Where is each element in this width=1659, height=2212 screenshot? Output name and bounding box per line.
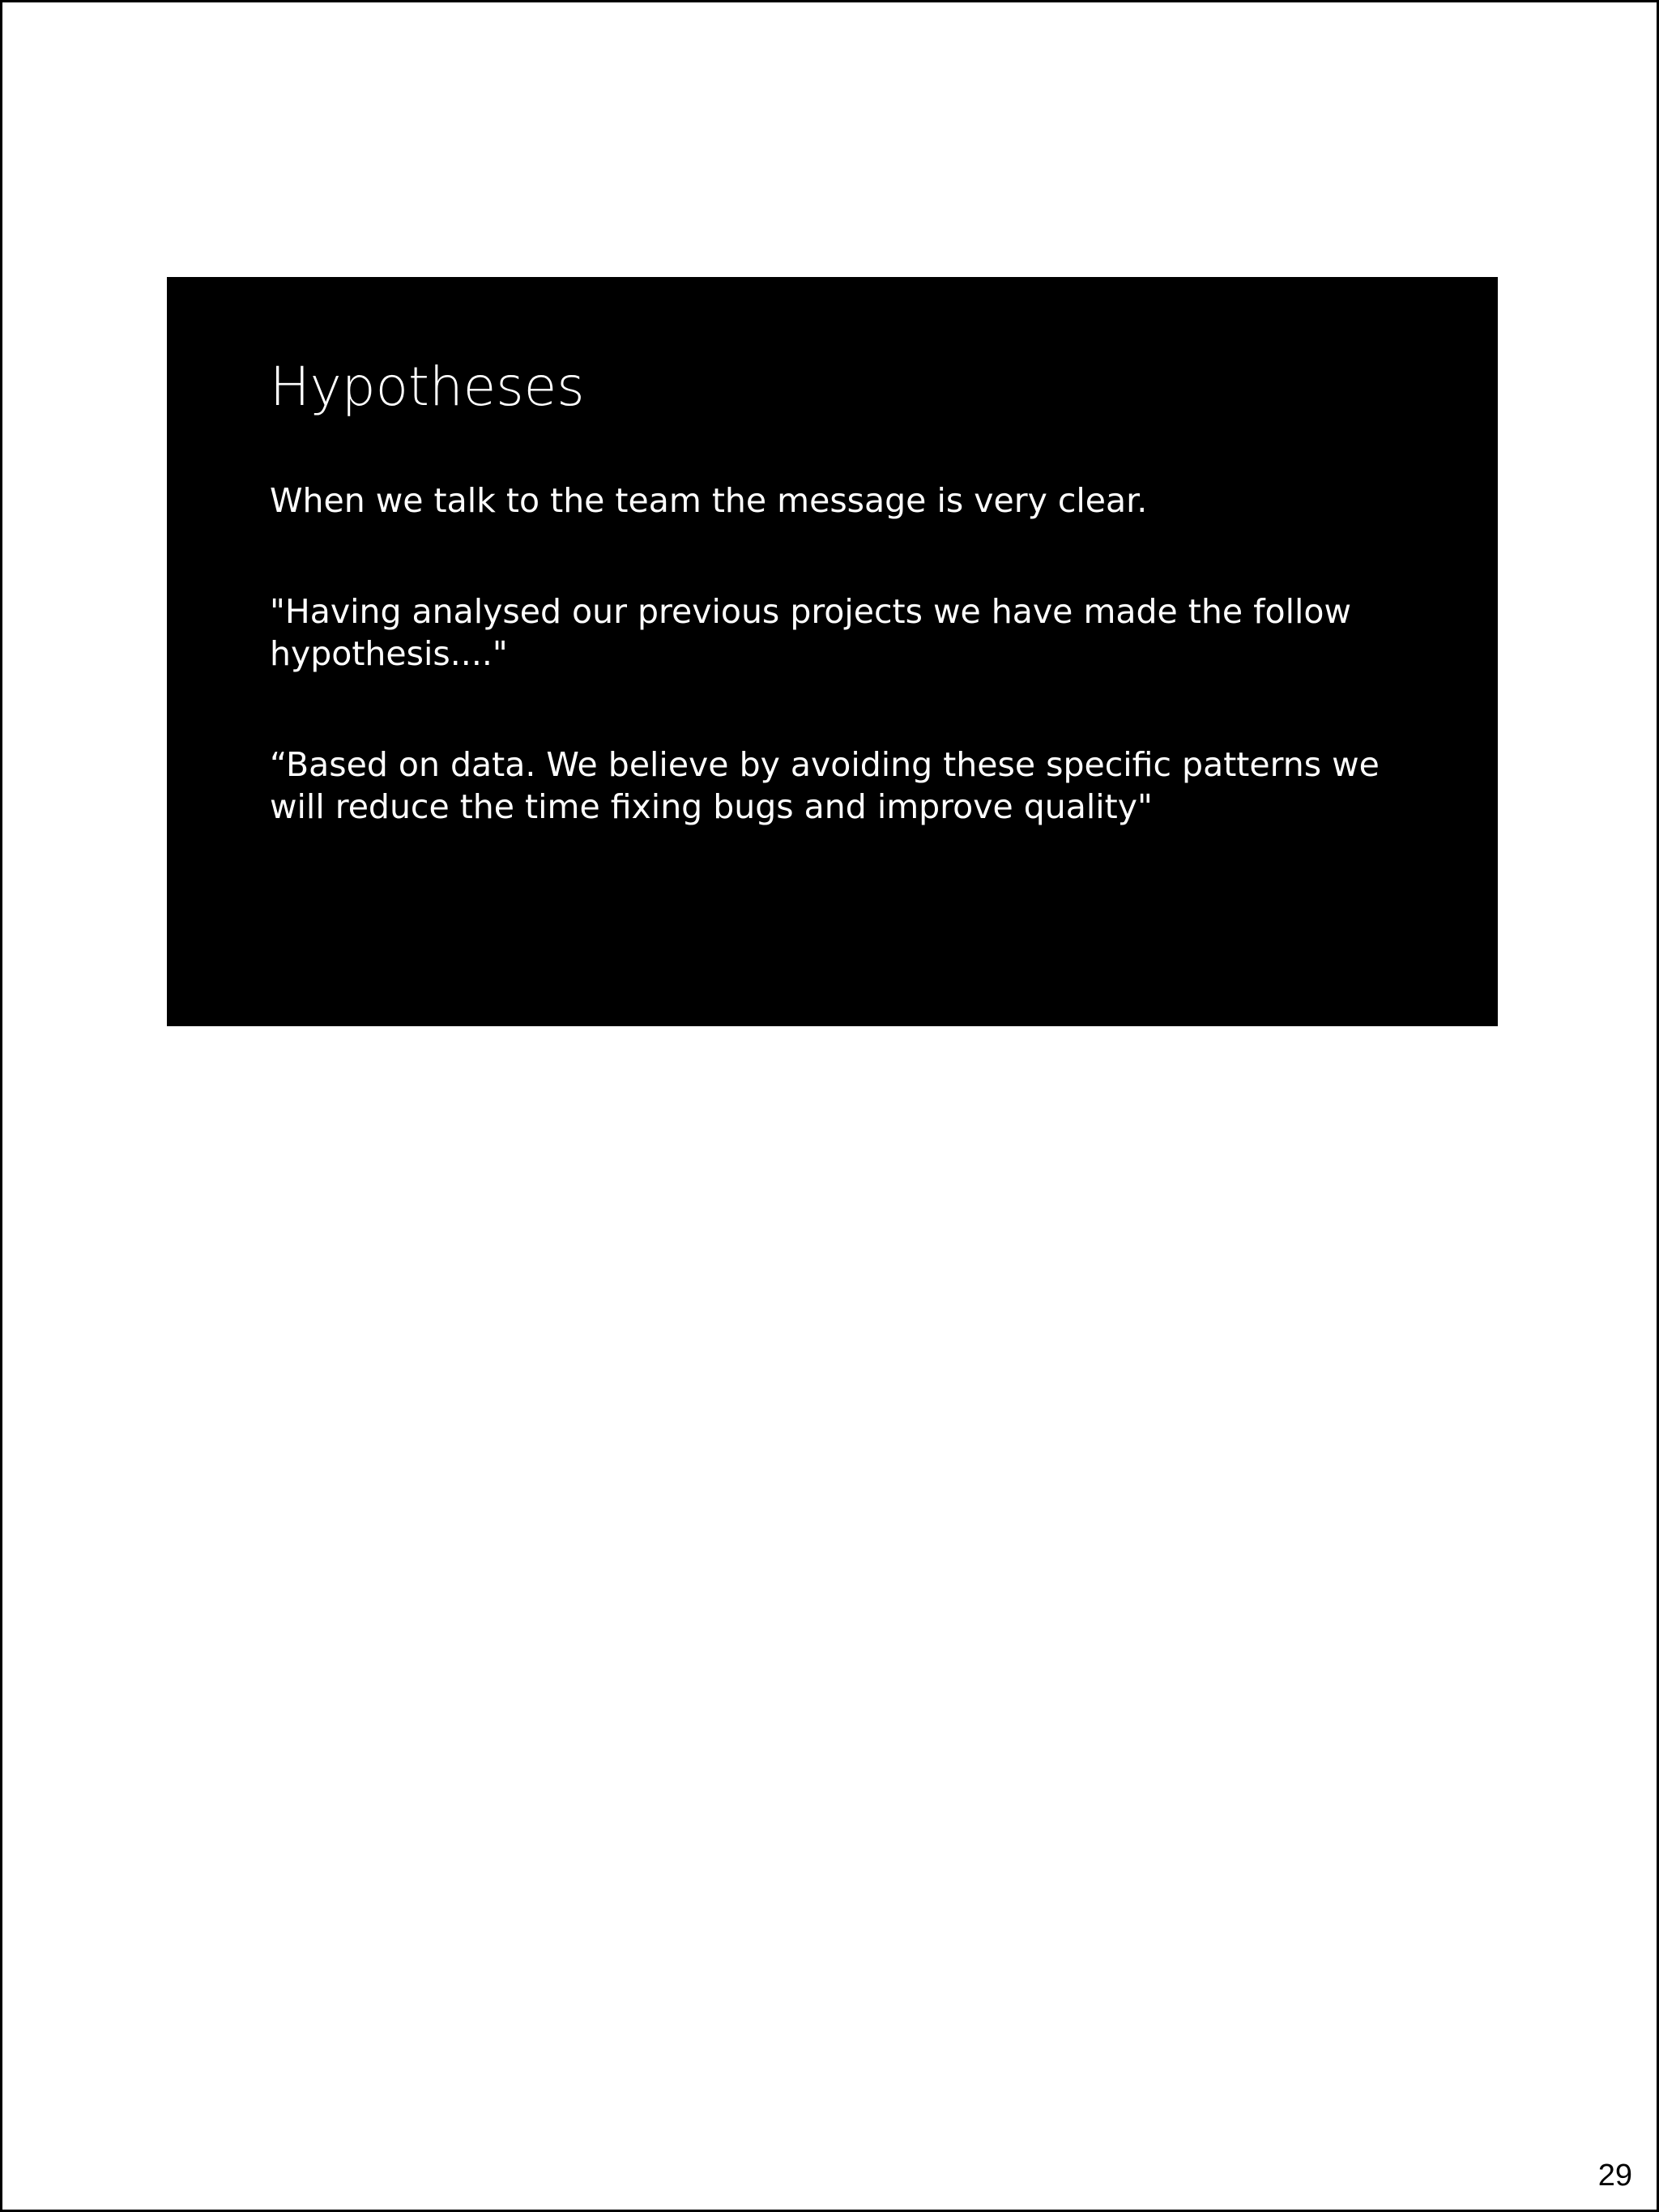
slide-thumbnail xyxy=(167,277,1498,1026)
slide-paragraph-intro: When we talk to the team the message is very clear. xyxy=(270,481,1148,520)
slide-paragraph-quote-2: “Based on data. We believe by avoiding these specific patterns we will reduce the time fixing bugs and improve quality" xyxy=(270,745,1380,826)
slide-body xyxy=(270,479,1420,828)
page-number: 29 xyxy=(1597,2159,1632,2193)
slide-paragraph-quote-1: "Having analysed our previous projects we have made the follow hypothesis...." xyxy=(270,592,1352,673)
slide-title: Hypotheses xyxy=(270,356,585,418)
